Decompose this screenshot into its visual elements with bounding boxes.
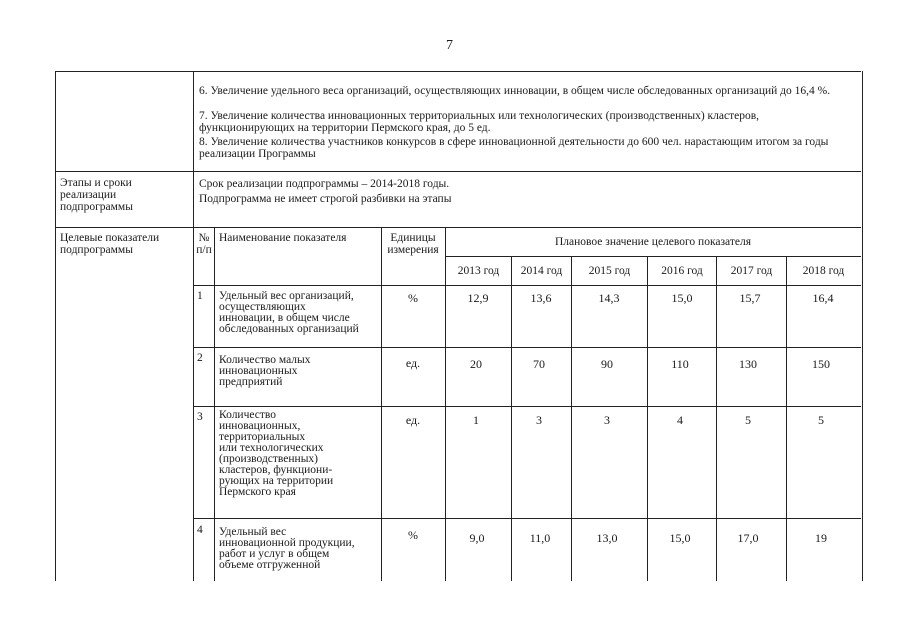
col-divider-2015 <box>647 256 648 581</box>
row-1-num: 1 <box>197 290 203 302</box>
col-divider-2016 <box>716 256 717 581</box>
row-1-val-2018: 16,4 <box>812 291 834 305</box>
row-4-unit: % <box>408 528 418 542</box>
col-divider-name <box>381 227 382 581</box>
row-divider-2 <box>193 406 861 407</box>
header-num: № п/п <box>196 232 212 256</box>
col-divider-label <box>193 71 194 581</box>
header-year-2013: 2013 год <box>457 265 500 277</box>
targets-label: Целевые показатели подпрограммы <box>60 232 160 256</box>
stages-term: Срок реализации подпрограммы – 2014-2018 годы. <box>199 178 450 190</box>
row-2-val-2018: 150 <box>812 357 830 371</box>
row-divider-stages <box>55 171 861 172</box>
row-4-val-2013: 9,0 <box>469 531 485 545</box>
row-3-val-2015: 3 <box>604 413 610 427</box>
header-year-2015: 2015 год <box>588 265 631 277</box>
row-2-val-2015: 90 <box>601 357 613 371</box>
col-divider-2014 <box>571 256 572 581</box>
row-4-val-2015: 13,0 <box>596 531 618 545</box>
row-2-val-2016: 110 <box>671 357 689 371</box>
header-unit: Единицы измерения <box>387 232 439 256</box>
header-planned: Плановое значение целевого показателя <box>555 236 751 248</box>
row-3-val-2016: 4 <box>677 413 683 427</box>
row-4-val-2016: 15,0 <box>669 531 691 545</box>
row-4-val-2014: 11,0 <box>529 531 551 545</box>
row-4-val-2018: 19 <box>815 531 827 545</box>
row-3-val-2018: 5 <box>818 413 824 427</box>
row-2-name: Количество малых инновационных предприятий <box>219 354 311 388</box>
row-divider-3 <box>193 518 861 519</box>
col-divider-unit <box>445 227 446 581</box>
stages-note: Подпрограмма не имеет строгой разбивки на этапы <box>199 193 452 205</box>
row-1-val-2017: 15,7 <box>739 291 761 305</box>
header-year-2018: 2018 год <box>802 265 845 277</box>
goal-item-6: 6. Увеличение удельного веса организаций, осуществляющих инновации, в общем числе обследованных организаций до 16,4 %. <box>199 85 831 97</box>
col-divider-num <box>214 227 215 581</box>
row-1-val-2015: 14,3 <box>598 291 620 305</box>
goal-item-7: 7. Увеличение количества инновационных территориальных или технологических (производственных) кластеров, функционирующих на территории Пермского края, до 5 ед. <box>199 110 760 134</box>
page-number: 7 <box>446 38 453 53</box>
row-1-val-2014: 13,6 <box>530 291 552 305</box>
header-years-divider <box>445 256 861 257</box>
row-divider-targets <box>55 227 861 228</box>
row-4-name: Удельный вес инновационной продукции, работ и услуг в общем объеме отгруженной <box>219 526 355 571</box>
row-2-val-2014: 70 <box>533 357 545 371</box>
row-1-val-2013: 12,9 <box>467 291 489 305</box>
row-1-val-2016: 15,0 <box>671 291 693 305</box>
row-1-unit: % <box>408 291 418 305</box>
row-3-num: 3 <box>197 411 203 423</box>
row-divider-1 <box>193 347 861 348</box>
col-divider-2017 <box>786 256 787 581</box>
stages-label: Этапы и сроки реализации подпрограммы <box>60 177 133 213</box>
header-year-2016: 2016 год <box>661 265 703 277</box>
row-3-name: Количество инновационных, территориальных или технологических (производственных) кластеров, функциони- рующих на территории Пермского края <box>219 409 334 498</box>
row-3-val-2017: 5 <box>745 413 751 427</box>
goal-item-8: 8. Увеличение количества участников конкурсов в сфере инновационной деятельности до 600 чел. нарастающим итогом за годы реализации Программы <box>199 136 829 160</box>
row-4-val-2017: 17,0 <box>737 531 759 545</box>
header-bottom-divider <box>193 285 861 286</box>
row-4-num: 4 <box>197 524 203 536</box>
row-3-val-2014: 3 <box>536 413 542 427</box>
header-year-2014: 2014 год <box>520 265 563 277</box>
row-2-unit: ед. <box>405 356 421 370</box>
row-1-name: Удельный вес организаций, осуществляющих инновации, в общем числе обследованных организаций <box>219 290 359 335</box>
row-2-val-2017: 130 <box>739 357 757 371</box>
row-3-val-2013: 1 <box>473 413 479 427</box>
row-2-num: 2 <box>197 352 203 364</box>
table-top-border <box>55 71 861 72</box>
header-year-2017: 2017 год <box>730 265 773 277</box>
row-3-unit: ед. <box>405 413 421 427</box>
header-name: Наименование показателя <box>219 232 347 244</box>
row-2-val-2013: 20 <box>470 357 482 371</box>
